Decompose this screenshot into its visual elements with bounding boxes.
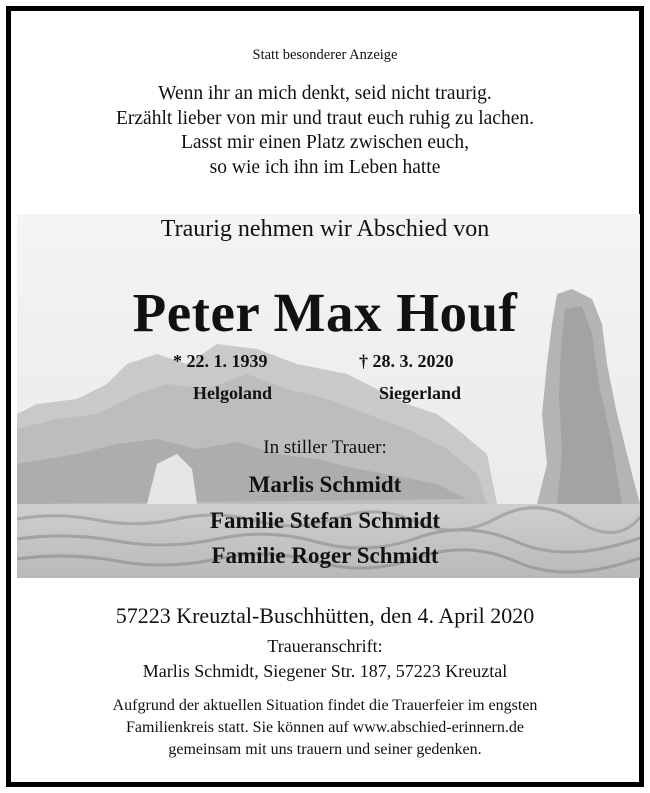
death-date: † 28. 3. 2020: [359, 351, 454, 371]
mourner-name: Familie Roger Schmidt: [211, 543, 439, 568]
poem: [11, 82, 639, 180]
address-label: Traueranschrift:: [267, 636, 383, 656]
deceased-name: Peter Max Houf: [132, 282, 518, 343]
funeral-notice: [11, 695, 639, 761]
mourning-address: Marlis Schmidt, Siegener Str. 187, 57223 Kreuztal: [142, 661, 508, 681]
obituary-frame: [6, 6, 644, 787]
birth-date: * 22. 1. 1939: [173, 351, 268, 371]
mourners-label: In stiller Trauer:: [263, 437, 387, 458]
place-and-date: 57223 Kreuztal-Buschhütten, den 4. April 2020: [115, 603, 535, 628]
notice-line: Familienkreis statt. Sie können auf www.abschied-erinnern.de: [126, 719, 524, 736]
intro-line: Statt besonderer Anzeige: [252, 47, 398, 63]
poem-line: so wie ich ihn im Leben hatte: [209, 156, 441, 178]
poem-line: Erzählt lieber von mir und traut euch ruhig zu lachen.: [115, 107, 534, 129]
poem-line: Lasst mir einen Platz zwischen euch,: [180, 132, 470, 153]
notice-line: gemeinsam mit uns trauern und seiner gedenken.: [168, 741, 482, 758]
notice-line: Aufgrund der aktuellen Situation findet die Trauerfeier im engsten: [112, 697, 538, 714]
poem-line: Wenn ihr an mich denkt, seid nicht traurig.: [158, 83, 492, 104]
mourner-name: Familie Stefan Schmidt: [210, 508, 440, 533]
lead-line: Traurig nehmen wir Abschied von: [160, 216, 490, 242]
death-place: Siegerland: [379, 383, 462, 403]
birth-place: Helgoland: [193, 383, 273, 403]
mourner-name: Marlis Schmidt: [248, 472, 402, 497]
